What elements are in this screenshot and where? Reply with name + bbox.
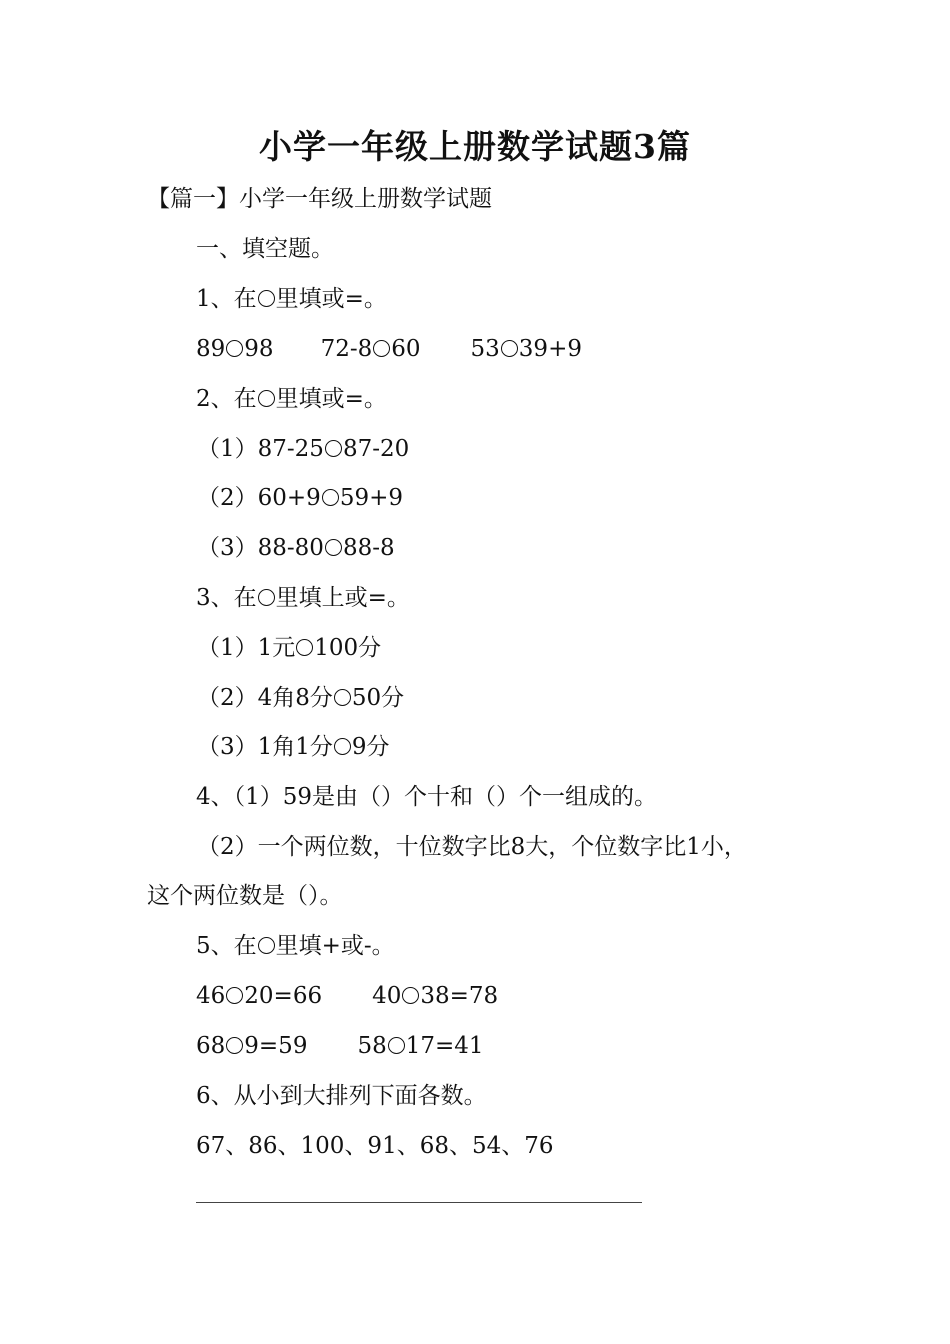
q3-item-right: 100分 <box>314 635 382 661</box>
circle-blank-icon <box>226 340 243 357</box>
question-2-item <box>197 532 395 564</box>
question-3-prompt <box>196 582 410 614</box>
question-6-numbers: 67、86、100、91、68、54、76 <box>196 1133 554 1159</box>
q3-item-left: （2）4角8分 <box>197 685 333 711</box>
q3-item-left: （1）1元 <box>197 635 296 661</box>
question-5-row-2 <box>196 1030 484 1062</box>
circle-blank-icon <box>373 340 390 357</box>
circle-blank-icon <box>334 738 351 755</box>
q1-item-left: 72-8 <box>320 336 373 362</box>
q1-item-right: 39+9 <box>518 336 582 362</box>
q1-item-right: 60 <box>391 336 421 362</box>
q3-item-right: 50分 <box>351 685 405 711</box>
q2-item-left: （1）87-25 <box>197 436 324 462</box>
question-5-prompt-end: 里填+或-。 <box>275 933 395 959</box>
question-1-items <box>196 333 582 365</box>
question-4-line-3: 这个两位数是（）。 <box>147 883 343 909</box>
circle-blank-icon <box>501 340 518 357</box>
q5-item-left: 68 <box>196 1033 226 1059</box>
question-3-prompt-start: 3、在 <box>196 585 257 611</box>
question-5-prompt <box>196 930 395 962</box>
question-2-item <box>197 433 409 465</box>
question-3-item <box>197 632 381 664</box>
question-3-item <box>197 731 390 763</box>
q2-item-left: （3）88-80 <box>197 535 324 561</box>
question-5-row-1 <box>196 980 498 1012</box>
circle-blank-icon <box>226 1037 243 1054</box>
q5-item-right: 38=78 <box>420 983 499 1009</box>
circle-blank-icon <box>322 489 339 506</box>
q1-item-right: 98 <box>244 336 274 362</box>
question-4-line-1: 4、（1）59是由（）个十和（）个一组成的。 <box>196 784 658 810</box>
q3-item-left: （3）1角1分 <box>197 734 333 760</box>
circle-blank-icon <box>226 987 243 1004</box>
q5-item-left: 58 <box>357 1033 387 1059</box>
circle-blank-icon <box>296 639 313 656</box>
q5-item-right: 17=41 <box>405 1033 484 1059</box>
page-title: 小学一年级上册数学试题3篇 <box>259 127 691 166</box>
question-6-prompt: 6、从小到大排列下面各数。 <box>196 1083 487 1109</box>
circle-blank-icon <box>258 390 275 407</box>
q2-item-right: 59+9 <box>339 485 403 511</box>
circle-blank-icon <box>388 1037 405 1054</box>
answer-underline <box>196 1202 642 1203</box>
question-2-prompt <box>196 383 387 415</box>
question-3-item <box>197 682 404 714</box>
circle-blank-icon <box>325 539 342 556</box>
q5-item-left: 46 <box>196 983 226 1009</box>
question-1-prompt-end: 里填或=。 <box>275 286 387 312</box>
question-1-prompt-start: 1、在 <box>196 286 257 312</box>
circle-blank-icon <box>402 987 419 1004</box>
question-2-item <box>197 482 403 514</box>
q2-item-left: （2）60+9 <box>197 485 321 511</box>
q5-item-right: 9=59 <box>244 1033 308 1059</box>
circle-blank-icon <box>334 689 351 706</box>
question-3-prompt-end: 里填上或=。 <box>275 585 410 611</box>
circle-blank-icon <box>325 440 342 457</box>
question-4-line-2: （2）一个两位数，十位数字比8大，个位数字比1小， <box>197 834 747 860</box>
question-1-prompt <box>196 283 387 315</box>
q2-item-right: 88-8 <box>342 535 395 561</box>
question-5-prompt-start: 5、在 <box>196 933 257 959</box>
circle-blank-icon <box>258 290 275 307</box>
q1-item-left: 89 <box>196 336 226 362</box>
question-2-prompt-end: 里填或=。 <box>275 386 387 412</box>
q1-item-left: 53 <box>470 336 500 362</box>
q2-item-right: 87-20 <box>342 436 410 462</box>
section-heading: 【篇一】小学一年级上册数学试题 <box>147 186 492 212</box>
q5-item-left: 40 <box>372 983 402 1009</box>
question-2-prompt-start: 2、在 <box>196 386 257 412</box>
part-heading: 一、填空题。 <box>196 236 334 262</box>
circle-blank-icon <box>258 589 275 606</box>
q3-item-right: 9分 <box>351 734 390 760</box>
circle-blank-icon <box>258 937 275 954</box>
q5-item-right: 20=66 <box>244 983 323 1009</box>
